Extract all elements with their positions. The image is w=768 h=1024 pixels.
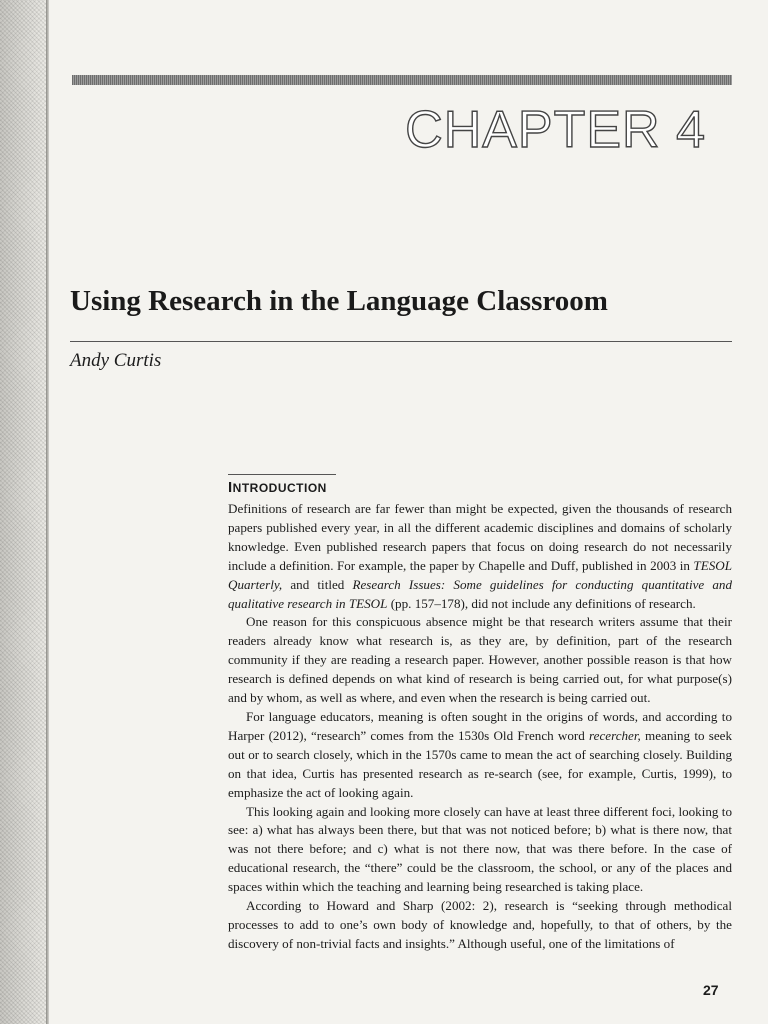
paragraph-5: According to Howard and Sharp (2002: 2), research is “seeking through methodical processes to add to one’s own body of knowledge and, hopefully, to that of others, by the discovery of non-trivial facts and insights.” Although useful, one of the limitations of: [228, 898, 732, 951]
title-rule: [70, 341, 732, 342]
paragraph-1: [228, 500, 732, 613]
paragraph-4: This looking again and looking more closely can have at least three different foci, looking to see: a) what has always been there, but that was not noticed before; b) what is there now, that was not there before; and c) what is not there now, that was there before. In the case of educational research, the “there” could be the classroom, the school, or any of the places and spaces within which the teaching and learning being researched is taking place.: [228, 803, 732, 895]
chapter-word: CHAPTER: [405, 101, 661, 159]
page-number: 27: [703, 982, 719, 998]
section-heading: [228, 479, 732, 496]
book-binding-shadow: [0, 0, 48, 1024]
chapter-number: 4: [676, 101, 706, 159]
paragraph-2: One reason for this conspicuous absence might be that research writers assume that their readers already know what research is, as they are, by definition, part of the research community if they are reading a research paper. However, another possible reason is that how research is defined depends on what kind of research is being carried out, for what purpose(s) and by whom, as well as where, and even when the research is being carried out.: [228, 614, 732, 706]
p3-text-c: meaning to seek out or to search closely, which in the 1570s came to mean the act of searching closely. Building on that idea, Curtis has presented research as re-search (see, for example, Curtis, 1999), to emphasize the act of looking again.: [228, 727, 732, 800]
p1-paper-title: Research Issues: Some guidelines for conducting quantitative and qualitative research in TESOL: [228, 576, 732, 611]
p1-text-e: (pp. 157–178), did not include any definitions of research.: [387, 595, 696, 611]
section-rule: [228, 474, 336, 475]
p3-text-a: For language educators, meaning is often sought in the origins of words, and according to Harper (2012), “research” comes from the 1530s Old French word: [228, 708, 732, 743]
p3-french-word: recercher,: [589, 727, 641, 743]
paragraph-3: [228, 708, 732, 803]
page-gutter-edge: [46, 0, 49, 1024]
p1-text-c: and titled: [282, 576, 353, 592]
section-heading-rest: NTRODUCTION: [232, 481, 327, 495]
chapter-heading: [405, 100, 706, 160]
section-heading-initial: I: [228, 479, 233, 496]
introduction-section: [228, 474, 732, 954]
chapter-author: Andy Curtis: [70, 350, 162, 371]
p1-text-a: Definitions of research are far fewer than might be expected, given the thousands of research papers published every year, in all the different academic disciplines and domains of scholarly knowledge. Even published research papers that focus on doing research do not necessarily include a definition. For example, the paper by Chapelle and Duff, published in 2003 in: [228, 501, 732, 573]
chapter-title: Using Research in the Language Classroom: [70, 285, 608, 317]
p1-journal-title: TESOL Quarterly,: [228, 557, 732, 592]
chapter-header-rule: [72, 75, 732, 85]
